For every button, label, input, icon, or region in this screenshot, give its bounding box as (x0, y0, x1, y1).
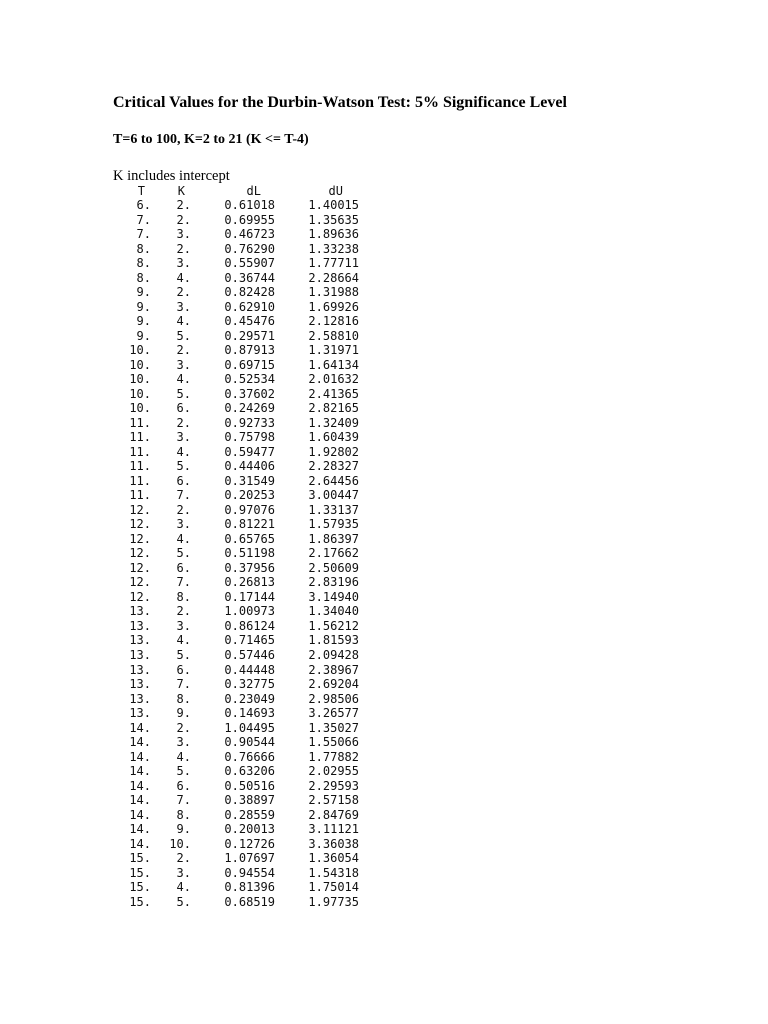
table-row (113, 779, 359, 794)
cell-k: 3. (176, 357, 191, 372)
cell-t: 9. (136, 299, 151, 314)
cell-k: 4. (176, 633, 191, 648)
cell-t: 14. (129, 793, 151, 808)
table-row (113, 692, 359, 707)
cell-du: 3.00447 (308, 488, 359, 503)
cell-du: 1.56212 (308, 618, 359, 633)
table-row (113, 750, 359, 765)
cell-t: 8. (136, 256, 151, 271)
header-du: dU (328, 184, 343, 198)
cell-du: 2.09428 (308, 647, 359, 662)
cell-dl: 0.36744 (224, 270, 275, 285)
cell-du: 1.33238 (308, 241, 359, 256)
cell-k: 6. (176, 560, 191, 575)
cell-du: 2.41365 (308, 386, 359, 401)
cell-t: 15. (129, 865, 151, 880)
table-row (113, 372, 359, 387)
cell-du: 1.34040 (308, 604, 359, 619)
cell-k: 4. (176, 444, 191, 459)
table-row (113, 387, 359, 402)
cell-du: 1.97735 (308, 894, 359, 909)
cell-k: 5. (176, 764, 191, 779)
cell-du: 1.77711 (308, 256, 359, 271)
cell-dl: 0.62910 (224, 299, 275, 314)
table-row (113, 213, 359, 228)
cell-dl: 0.24269 (224, 401, 275, 416)
cell-dl: 0.45476 (224, 314, 275, 329)
table-row (113, 822, 359, 837)
cell-du: 1.35027 (308, 720, 359, 735)
cell-t: 14. (129, 749, 151, 764)
table-row (113, 546, 359, 561)
cell-k: 6. (176, 401, 191, 416)
cell-t: 14. (129, 822, 151, 837)
cell-du: 3.36038 (308, 836, 359, 851)
table-row (113, 401, 359, 416)
cell-du: 1.55066 (308, 735, 359, 750)
cell-t: 11. (129, 473, 151, 488)
cell-dl: 0.68519 (224, 894, 275, 909)
cell-k: 5. (176, 386, 191, 401)
cell-du: 2.82165 (308, 401, 359, 416)
cell-du: 1.64134 (308, 357, 359, 372)
cell-du: 1.32409 (308, 415, 359, 430)
table-body (113, 198, 359, 909)
cell-k: 6. (176, 778, 191, 793)
cell-t: 12. (129, 589, 151, 604)
table-row (113, 633, 359, 648)
table-row (113, 837, 359, 852)
cell-dl: 0.37956 (224, 560, 275, 575)
cell-k: 4. (176, 270, 191, 285)
cell-k: 7. (176, 488, 191, 503)
cell-dl: 0.76290 (224, 241, 275, 256)
table-row (113, 895, 359, 910)
cell-dl: 0.44406 (224, 459, 275, 474)
cell-dl: 0.52534 (224, 372, 275, 387)
cell-dl: 0.87913 (224, 343, 275, 358)
table-row (113, 198, 359, 213)
table-row (113, 532, 359, 547)
table-header (113, 184, 359, 198)
cell-t: 6. (136, 198, 151, 212)
cell-dl: 0.44448 (224, 662, 275, 677)
table-row (113, 358, 359, 373)
table-row (113, 503, 359, 518)
cell-dl: 0.61018 (224, 198, 275, 212)
table-row (113, 256, 359, 271)
cell-k: 9. (176, 822, 191, 837)
cell-t: 12. (129, 560, 151, 575)
cell-k: 3. (176, 227, 191, 242)
cell-t: 13. (129, 706, 151, 721)
cell-du: 1.36054 (308, 851, 359, 866)
cell-t: 12. (129, 546, 151, 561)
cell-k: 2. (176, 343, 191, 358)
table-row (113, 227, 359, 242)
table-row (113, 663, 359, 678)
table-row (113, 430, 359, 445)
cell-du: 2.98506 (308, 691, 359, 706)
cell-t: 11. (129, 430, 151, 445)
cell-k: 3. (176, 735, 191, 750)
cell-dl: 0.31549 (224, 473, 275, 488)
cell-du: 2.58810 (308, 328, 359, 343)
table-row (113, 866, 359, 881)
cell-k: 2. (176, 212, 191, 227)
cell-dl: 0.82428 (224, 285, 275, 300)
cell-dl: 0.17144 (224, 589, 275, 604)
cell-dl: 0.50516 (224, 778, 275, 793)
table-row (113, 619, 359, 634)
cell-du: 2.57158 (308, 793, 359, 808)
cell-dl: 0.20253 (224, 488, 275, 503)
cell-du: 1.31971 (308, 343, 359, 358)
table-row (113, 285, 359, 300)
cell-dl: 0.90544 (224, 735, 275, 750)
table-row (113, 517, 359, 532)
cell-du: 1.57935 (308, 517, 359, 532)
cell-k: 2. (176, 502, 191, 517)
cell-t: 10. (129, 372, 151, 387)
table-row (113, 808, 359, 823)
cell-k: 4. (176, 531, 191, 546)
cell-t: 7. (136, 212, 151, 227)
cell-du: 2.64456 (308, 473, 359, 488)
cell-k: 5. (176, 328, 191, 343)
cell-dl: 0.14693 (224, 706, 275, 721)
cell-k: 5. (176, 647, 191, 662)
cell-du: 2.84769 (308, 807, 359, 822)
cell-dl: 1.00973 (224, 604, 275, 619)
cell-du: 1.35635 (308, 212, 359, 227)
cell-du: 1.77882 (308, 749, 359, 764)
table-row (113, 459, 359, 474)
cell-dl: 0.86124 (224, 618, 275, 633)
cell-dl: 0.23049 (224, 691, 275, 706)
cell-k: 3. (176, 517, 191, 532)
table-row (113, 721, 359, 736)
cell-t: 14. (129, 720, 151, 735)
cell-t: 13. (129, 647, 151, 662)
cell-t: 12. (129, 531, 151, 546)
table-row (113, 735, 359, 750)
cell-du: 2.01632 (308, 372, 359, 387)
cell-k: 4. (176, 314, 191, 329)
cell-dl: 0.26813 (224, 575, 275, 590)
durbin-watson-table (113, 184, 359, 909)
cell-t: 15. (129, 880, 151, 895)
cell-k: 3. (176, 618, 191, 633)
cell-k: 4. (176, 372, 191, 387)
cell-t: 9. (136, 314, 151, 329)
cell-k: 7. (176, 677, 191, 692)
table-row (113, 314, 359, 329)
cell-dl: 0.69715 (224, 357, 275, 372)
cell-dl: 0.38897 (224, 793, 275, 808)
cell-dl: 0.71465 (224, 633, 275, 648)
cell-k: 2. (176, 198, 191, 212)
cell-t: 13. (129, 691, 151, 706)
cell-du: 1.33137 (308, 502, 359, 517)
table-row (113, 300, 359, 315)
cell-dl: 0.59477 (224, 444, 275, 459)
table-row (113, 343, 359, 358)
cell-du: 1.31988 (308, 285, 359, 300)
cell-t: 9. (136, 285, 151, 300)
cell-t: 10. (129, 357, 151, 372)
cell-t: 13. (129, 604, 151, 619)
header-dl: dL (246, 184, 261, 198)
cell-dl: 0.92733 (224, 415, 275, 430)
table-row (113, 575, 359, 590)
cell-t: 13. (129, 677, 151, 692)
table-row (113, 604, 359, 619)
cell-dl: 0.51198 (224, 546, 275, 561)
cell-du: 2.50609 (308, 560, 359, 575)
cell-t: 15. (129, 851, 151, 866)
cell-k: 5. (176, 459, 191, 474)
cell-du: 3.26577 (308, 706, 359, 721)
cell-dl: 1.07697 (224, 851, 275, 866)
cell-dl: 0.69955 (224, 212, 275, 227)
table-row (113, 271, 359, 286)
cell-t: 12. (129, 517, 151, 532)
table-header-row (113, 184, 359, 198)
table-row (113, 677, 359, 692)
cell-dl: 0.20013 (224, 822, 275, 837)
table-row (113, 764, 359, 779)
cell-t: 11. (129, 459, 151, 474)
cell-k: 3. (176, 865, 191, 880)
intercept-note: K includes intercept (113, 168, 230, 184)
cell-k: 2. (176, 241, 191, 256)
table-row (113, 445, 359, 460)
cell-t: 14. (129, 764, 151, 779)
cell-dl: 0.81396 (224, 880, 275, 895)
table-row (113, 488, 359, 503)
cell-dl: 0.63206 (224, 764, 275, 779)
cell-t: 10. (129, 386, 151, 401)
cell-du: 1.40015 (308, 198, 359, 212)
cell-t: 11. (129, 415, 151, 430)
cell-dl: 0.55907 (224, 256, 275, 271)
cell-t: 12. (129, 502, 151, 517)
document-subtitle: T=6 to 100, K=2 to 21 (K <= T-4) (113, 132, 309, 147)
cell-k: 9. (176, 706, 191, 721)
cell-t: 7. (136, 227, 151, 242)
cell-dl: 0.75798 (224, 430, 275, 445)
cell-t: 11. (129, 444, 151, 459)
cell-k: 2. (176, 285, 191, 300)
cell-t: 10. (129, 401, 151, 416)
cell-du: 2.38967 (308, 662, 359, 677)
table-row (113, 561, 359, 576)
table-row (113, 851, 359, 866)
table-row (113, 880, 359, 895)
cell-t: 15. (129, 894, 151, 909)
cell-du: 1.89636 (308, 227, 359, 242)
cell-du: 1.54318 (308, 865, 359, 880)
cell-du: 1.69926 (308, 299, 359, 314)
cell-t: 11. (129, 488, 151, 503)
cell-t: 13. (129, 662, 151, 677)
cell-du: 2.02955 (308, 764, 359, 779)
table-row (113, 242, 359, 257)
cell-du: 1.86397 (308, 531, 359, 546)
cell-du: 1.60439 (308, 430, 359, 445)
table-row (113, 590, 359, 605)
cell-k: 10. (169, 836, 191, 851)
cell-du: 1.81593 (308, 633, 359, 648)
table-row (113, 706, 359, 721)
cell-dl: 0.65765 (224, 531, 275, 546)
cell-k: 3. (176, 299, 191, 314)
header-k: K (177, 184, 185, 198)
cell-t: 14. (129, 836, 151, 851)
cell-dl: 0.81221 (224, 517, 275, 532)
cell-t: 13. (129, 633, 151, 648)
cell-t: 13. (129, 618, 151, 633)
cell-t: 10. (129, 343, 151, 358)
cell-dl: 0.37602 (224, 386, 275, 401)
cell-k: 5. (176, 894, 191, 909)
cell-t: 14. (129, 735, 151, 750)
cell-du: 2.17662 (308, 546, 359, 561)
cell-k: 8. (176, 807, 191, 822)
table-row (113, 416, 359, 431)
cell-dl: 0.57446 (224, 647, 275, 662)
cell-t: 9. (136, 328, 151, 343)
cell-t: 8. (136, 270, 151, 285)
header-t: T (137, 184, 145, 198)
cell-du: 2.12816 (308, 314, 359, 329)
cell-du: 3.11121 (308, 822, 359, 837)
cell-k: 4. (176, 749, 191, 764)
cell-dl: 0.28559 (224, 807, 275, 822)
cell-k: 5. (176, 546, 191, 561)
cell-dl: 1.04495 (224, 720, 275, 735)
cell-du: 1.92802 (308, 444, 359, 459)
cell-k: 4. (176, 880, 191, 895)
cell-du: 2.29593 (308, 778, 359, 793)
cell-du: 2.28664 (308, 270, 359, 285)
cell-du: 2.69204 (308, 677, 359, 692)
cell-k: 7. (176, 575, 191, 590)
cell-dl: 0.12726 (224, 836, 275, 851)
cell-dl: 0.94554 (224, 865, 275, 880)
cell-k: 8. (176, 589, 191, 604)
cell-k: 2. (176, 415, 191, 430)
cell-du: 2.83196 (308, 575, 359, 590)
cell-k: 6. (176, 473, 191, 488)
table-row (113, 474, 359, 489)
cell-k: 6. (176, 662, 191, 677)
cell-dl: 0.97076 (224, 502, 275, 517)
cell-dl: 0.32775 (224, 677, 275, 692)
cell-t: 12. (129, 575, 151, 590)
cell-k: 3. (176, 256, 191, 271)
cell-t: 8. (136, 241, 151, 256)
table-row (113, 793, 359, 808)
cell-t: 14. (129, 778, 151, 793)
cell-du: 2.28327 (308, 459, 359, 474)
table-row (113, 329, 359, 344)
cell-du: 3.14940 (308, 589, 359, 604)
cell-k: 2. (176, 604, 191, 619)
cell-dl: 0.46723 (224, 227, 275, 242)
cell-t: 14. (129, 807, 151, 822)
cell-dl: 0.29571 (224, 328, 275, 343)
cell-k: 3. (176, 430, 191, 445)
document-title: Critical Values for the Durbin-Watson Test: 5% Significance Level (113, 94, 567, 111)
cell-k: 2. (176, 851, 191, 866)
cell-k: 7. (176, 793, 191, 808)
cell-dl: 0.76666 (224, 749, 275, 764)
cell-k: 2. (176, 720, 191, 735)
cell-du: 1.75014 (308, 880, 359, 895)
cell-k: 8. (176, 691, 191, 706)
table-row (113, 648, 359, 663)
